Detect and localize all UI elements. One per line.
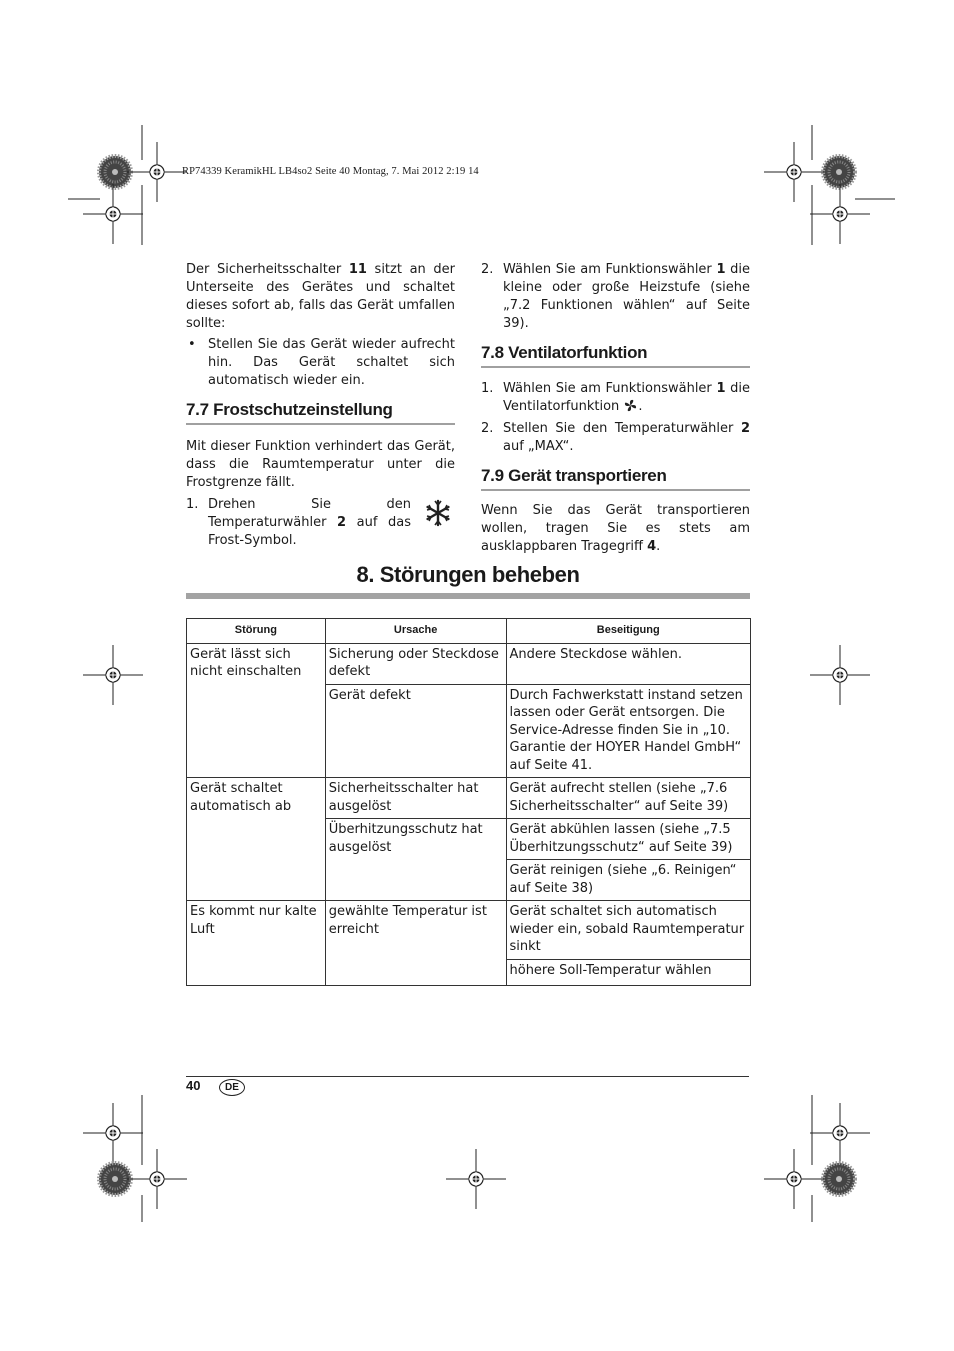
heading-7-7: 7.7 Frostschutzeinstellung xyxy=(186,401,455,425)
language-badge: DE xyxy=(219,1079,245,1096)
table-cell: Gerät schaltet sich automatisch wieder ein, sobald Raumtemperatur sinkt xyxy=(506,901,751,960)
table-row xyxy=(187,643,751,684)
heading-8: 8. Störungen beheben xyxy=(356,562,580,587)
table-cell: Gerät lässt sich nicht einschalten xyxy=(187,643,326,778)
heading-7-8: 7.8 Ventilatorfunktion xyxy=(481,344,750,368)
table-cell: Gerät aufrecht stellen (siehe „7.6 Sicherheitsschalter“ auf Seite 39) xyxy=(506,778,751,819)
table-row xyxy=(187,901,751,960)
table-cell: Andere Steckdose wählen. xyxy=(506,643,751,684)
right-column xyxy=(481,261,750,556)
left-column xyxy=(186,261,455,550)
frost-paragraph: Mit dieser Funktion verhindert das Gerät, dass die Raumtemperatur unter die Frostgrenze fällt. xyxy=(186,439,455,490)
page-number: 40 xyxy=(186,1078,201,1093)
table-cell: Gerät abkühlen lassen (siehe „7.5 Überhitzungsschutz“ auf Seite 39) xyxy=(506,819,751,860)
column-header: Beseitigung xyxy=(506,619,751,644)
fan-icon xyxy=(623,399,638,412)
frost-step: 1. Drehen Sie den Temperaturwähler 2 auf das Frost-Symbol. xyxy=(186,496,455,550)
bullet-item: • Stellen Sie das Gerät wieder aufrecht hin. Das Gerät schaltet sich automatisch wieder ein. xyxy=(188,337,455,388)
heading-8-bar xyxy=(186,593,750,599)
heat-step: 2. Wählen Sie am Funktionswähler 1 die kleine oder große Heizstufe (siehe „7.2 Funktionen wählen“ auf Seite 39). xyxy=(481,262,751,331)
table-cell: Überhitzungsschutz hat ausgelöst xyxy=(325,819,506,901)
table-cell: Sicherung oder Steckdose defekt xyxy=(325,643,506,684)
table-cell: höhere Soll-Temperatur wählen xyxy=(506,959,751,985)
table-cell: Durch Fachwerkstatt instand setzen lassen oder Gerät entsorgen. Die Service-Adresse finden Sie in „10. Garantie der HOYER Handel GmbH“ auf Seite 41. xyxy=(506,684,751,778)
snowflake-icon xyxy=(423,498,453,528)
intro-paragraph: Der Sicherheitsschalter 11 sitzt an der Unterseite des Gerätes und schaltet dieses sofort ab, falls das Gerät umfallen sollte: xyxy=(186,262,455,331)
table-cell: Es kommt nur kalte Luft xyxy=(187,901,326,986)
fan-step-2: 2. Stellen Sie den Temperaturwähler 2 auf „MAX“. xyxy=(481,421,750,454)
table-cell: gewählte Temperatur ist erreicht xyxy=(325,901,506,986)
table-cell: Gerät reinigen (siehe „6. Reinigen“ auf Seite 38) xyxy=(506,860,751,901)
table-header-row xyxy=(187,619,751,644)
troubleshooting-table xyxy=(186,618,751,986)
heading-7-9: 7.9 Gerät transportieren xyxy=(481,467,750,491)
fan-step-1: 1. Wählen Sie am Funktionswähler 1 die Ventilatorfunktion . xyxy=(481,381,751,414)
column-header: Störung xyxy=(187,619,326,644)
table-cell: Sicherheitsschalter hat ausgelöst xyxy=(325,778,506,819)
footer-rule xyxy=(186,1076,749,1077)
print-slug: RP74339 KeramikHL LB4so2 Seite 40 Montag, 7. Mai 2012 2:19 14 xyxy=(182,166,479,177)
table-row xyxy=(187,778,751,819)
transport-paragraph: Wenn Sie das Gerät transportieren wollen, tragen Sie es stets am ausklappbaren Tragegriff 4. xyxy=(481,503,750,554)
column-header: Ursache xyxy=(325,619,506,644)
table-cell: Gerät schaltet automatisch ab xyxy=(187,778,326,901)
table-cell: Gerät defekt xyxy=(325,684,506,778)
